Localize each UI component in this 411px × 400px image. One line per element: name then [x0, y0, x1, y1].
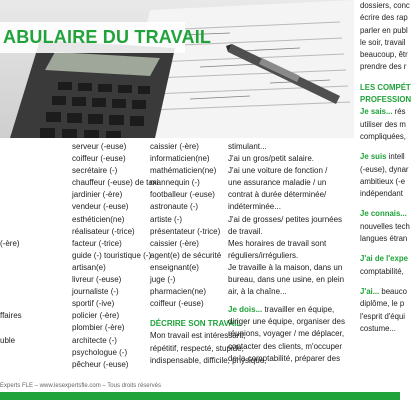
list-item: guide (-) touristique (-) [72, 250, 152, 260]
spacer [360, 278, 400, 286]
list-item: agent(e) de sécurité [150, 250, 222, 260]
list-item: esthéticien(ne) [72, 214, 125, 224]
list-item: mathématicien(ne) [150, 166, 217, 176]
section-title-competences: LES COMPÉT [360, 82, 411, 92]
paragraph-line: réguliers/irréguliers. [228, 250, 299, 260]
j-ai-lead: J'ai... [360, 286, 380, 296]
list-item: policier (-ère) [72, 311, 120, 321]
paragraph-line: compliquées, [360, 131, 406, 141]
list-item: secrétaire (-) [72, 166, 118, 176]
spacer [360, 245, 400, 253]
paragraph-line: comptabilité, [360, 266, 404, 276]
paragraph-line: de travail. [228, 226, 263, 236]
paragraph-line: le soir, travail [360, 37, 406, 47]
list-item: juge (-) [150, 275, 176, 285]
paragraph-line: langues étran [360, 234, 408, 244]
list-item [0, 322, 22, 334]
list-item: psychologue (-) [72, 347, 128, 357]
paragraph-line: stimulant... [228, 142, 267, 151]
footer-bar [0, 392, 400, 400]
list-item: uble [0, 335, 16, 345]
paragraph-line [360, 106, 406, 118]
list-item: serveur (-euse) [72, 142, 127, 151]
paragraph-line: air, à la chaîne... [228, 287, 287, 297]
paragraph-line: bureau, dans une usine, en plein [228, 275, 345, 285]
expertise-lead: J'ai de l'expe [360, 254, 408, 264]
column-2 [72, 141, 159, 371]
list-item: astronaute (-) [150, 202, 199, 212]
paragraph-line: Je travaille à la maison, dans un [228, 262, 343, 272]
spacer [360, 200, 400, 208]
paragraph-line: prendre des r [360, 62, 407, 72]
list-item [0, 274, 22, 286]
paragraph-line: Mes horaires de travail sont [228, 238, 327, 248]
paragraph-line: utiliser des m [360, 119, 406, 129]
section-title-decrire: DÉCRIRE SON TRAVAIL : [150, 319, 247, 329]
banner-photo [0, 0, 354, 138]
paragraph-line: contacter des clients, m'occuper [228, 341, 343, 351]
list-item: mannequin (-) [150, 178, 200, 188]
list-item: pharmacien(ne) [150, 287, 207, 297]
page-title: ABULAIRE DU TRAVAIL [3, 27, 212, 47]
paragraph-line [228, 304, 345, 316]
je-dois-text: travailler en équipe, [262, 305, 335, 315]
j-ai-text: beauco [379, 286, 407, 296]
paragraph-line: J'ai une voiture de fonction / [228, 166, 328, 176]
paragraph-line: J'ai un gros/petit salaire. [228, 154, 315, 164]
je-connais-lead: Je connais... [360, 209, 407, 219]
paragraph-line: dossiers, conc [360, 1, 410, 10]
paragraph-line: indépendant [360, 189, 403, 199]
list-item: sportif (-ive) [72, 299, 115, 309]
paragraph-line: écrire des rap [360, 13, 408, 23]
list-item: livreur (-euse) [72, 275, 122, 285]
column-right [360, 0, 411, 335]
je-suis-text: intell [386, 152, 405, 162]
list-item [0, 286, 22, 298]
paragraph-line: (-euse), dynar [360, 164, 409, 174]
list-item: facteur (-trice) [72, 238, 122, 248]
je-sais-lead: Je sais... [360, 107, 393, 117]
paragraph-line: costume... [360, 323, 396, 333]
column-divider [355, 0, 356, 392]
footer-credits: Experts FLE – www.lesexpertsfle.com – Tous droits réservés [0, 383, 161, 389]
paragraph-line: répétitif, respecté, stupide, [150, 343, 244, 353]
list-item: informaticien(ne) [150, 154, 210, 164]
column-4 [228, 141, 345, 365]
list-item: caissier (-ère) [150, 238, 199, 248]
list-item: vendeur (-euse) [72, 202, 129, 212]
list-item [0, 250, 22, 262]
list-item: réalisateur (-trice) [72, 226, 135, 236]
paragraph-line: parler en publ [360, 25, 408, 35]
paragraph-line: indispensable, difficile, physique, [150, 355, 267, 365]
paragraph-line: nouvelles tech [360, 221, 410, 231]
spacer [360, 74, 400, 82]
je-dois-lead: Je dois... [228, 305, 263, 315]
list-item: ffaires [0, 311, 22, 321]
list-item: artiste (-) [150, 214, 182, 224]
list-item [0, 298, 22, 310]
spacer [0, 141, 22, 238]
list-item: journaliste (-) [72, 287, 119, 297]
paragraph-line [360, 151, 405, 163]
paragraph-line: Mon travail est intéressant, [150, 331, 246, 341]
paragraph-line: l'esprit d'équi [360, 311, 406, 321]
paragraph-line: une assurance maladie / un [228, 178, 327, 188]
paragraph-line: ambitieux (-e [360, 176, 406, 186]
paragraph-line: de la comptabilité, préparer des [228, 353, 341, 363]
je-suis-lead: Je suis [360, 152, 387, 162]
paragraph-line: diriger une équipe, organiser des [228, 317, 345, 327]
list-item: plombier (-ère) [72, 323, 125, 333]
list-item: (-ère) [0, 238, 20, 248]
paragraph-line: indéterminée... [228, 202, 281, 212]
section-title-competences-2: PROFESSION [360, 95, 411, 105]
paragraph-line: J'ai de grosses/ petites journées [228, 214, 343, 224]
list-item: chauffeur (-euse) de taxi [72, 178, 159, 188]
paragraph-line: contrat à durée déterminée/ [228, 190, 327, 200]
paragraph-line: beaucoup, êtr [360, 50, 408, 60]
calculator-photo [0, 0, 354, 138]
paragraph-line [360, 286, 407, 298]
list-item: caissier (-ère) [150, 142, 199, 151]
list-item: coiffeur (-euse) [150, 299, 204, 309]
list-item: enseignant(e) [150, 262, 199, 272]
list-item: artisan(e) [72, 262, 106, 272]
list-item [0, 262, 22, 274]
paragraph-line: réunions, voyager / me déplacer, [228, 329, 345, 339]
list-item: architecte (-) [72, 335, 117, 345]
paragraph-line: diplôme, le p [360, 299, 405, 309]
column-1 [0, 141, 22, 347]
list-item: coiffeur (-euse) [72, 154, 126, 164]
list-item: pêcheur (-euse) [72, 359, 129, 369]
list-item: footballeur (-euse) [150, 190, 215, 200]
je-sais-text: rés [392, 107, 406, 117]
spacer [360, 143, 400, 151]
list-item: jardinier (-ère) [72, 190, 123, 200]
list-item: présentateur (-trice) [150, 226, 221, 236]
